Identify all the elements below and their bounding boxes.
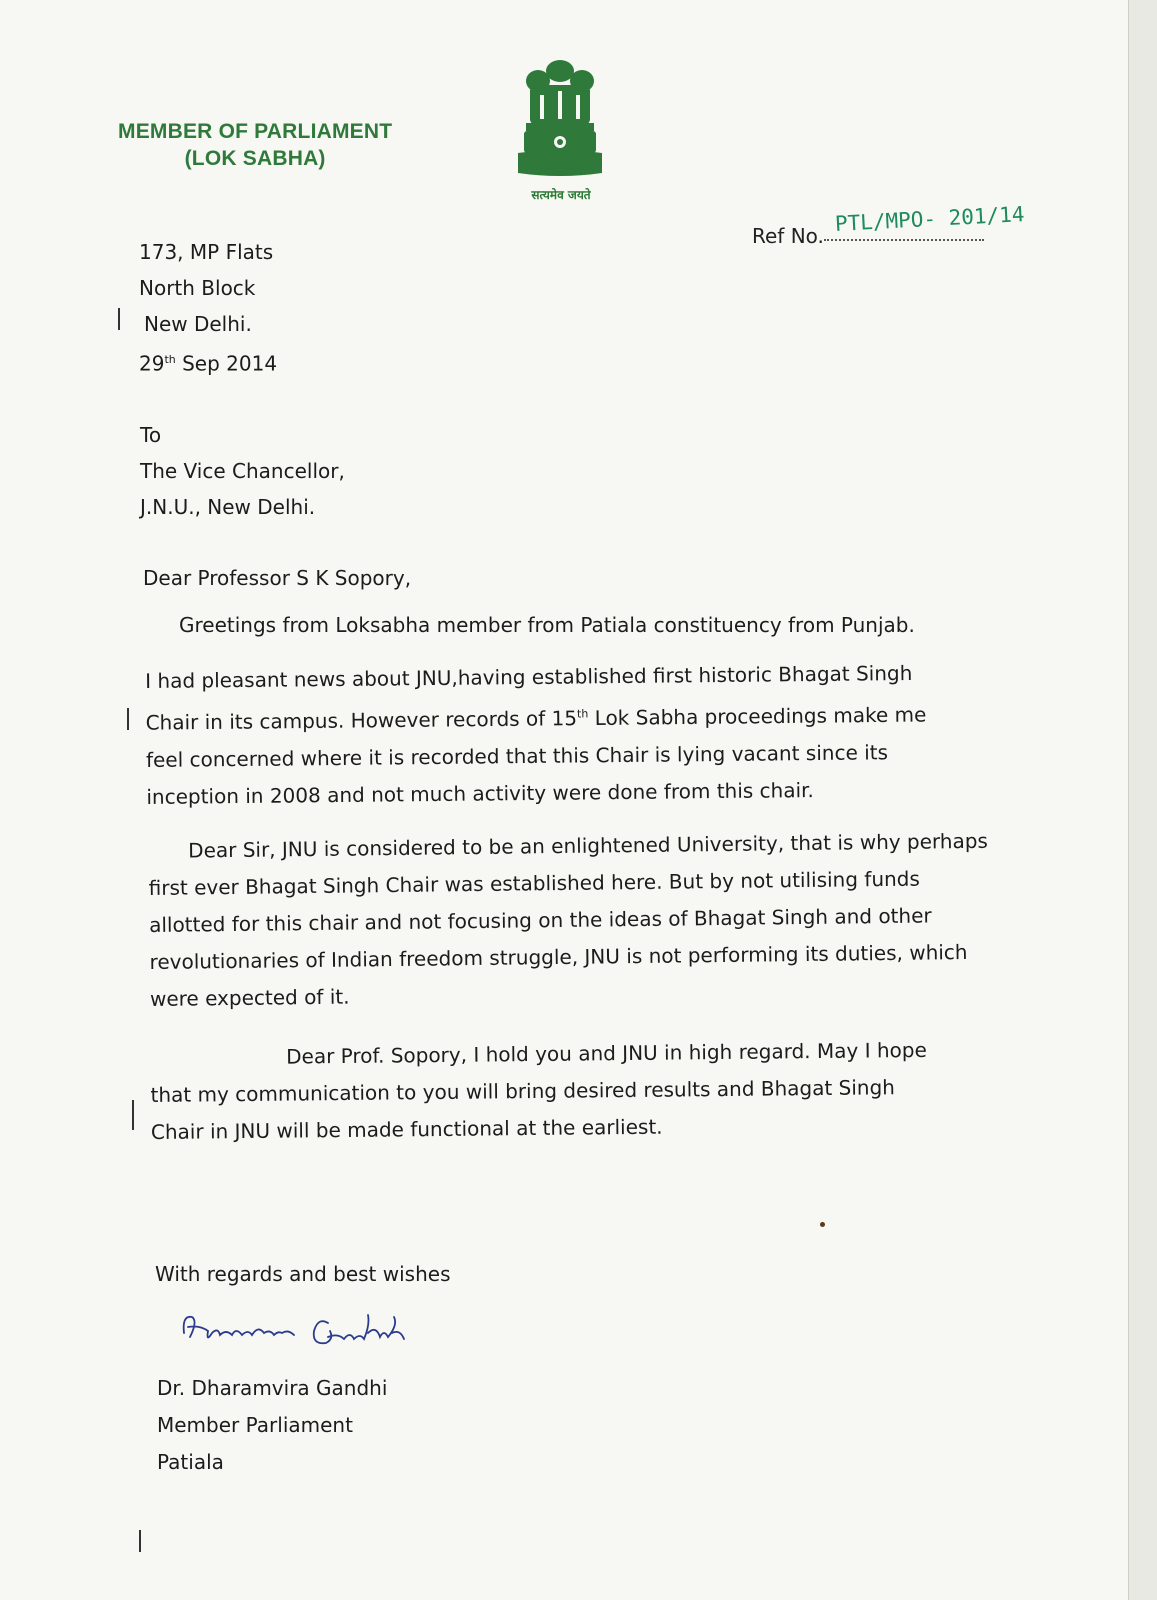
- emblem-motto: सत्यमेव जयते: [531, 188, 591, 202]
- address-line: 173, MP Flats: [139, 240, 274, 264]
- letter-date: 29th Sep 2014: [139, 351, 278, 376]
- handwritten-signature: [178, 1303, 478, 1363]
- body-paragraph: Dear Sir, JNU is considered to be an enlightened University, that is why perhaps first ever Bhagat Singh Chair was established here. But by not utilising funds allotted for this chair and not focusing on the ideas of Bhagat Singh and other revolutionaries of Indian freedom struggle, JNU is not performing its duties, which were expected of it.: [148, 828, 989, 1011]
- letterhead-title-line1: MEMBER OF PARLIAMENT: [118, 120, 393, 143]
- signer-block: [157, 1370, 387, 1481]
- recipient-line: J.N.U., New Delhi.: [140, 495, 316, 519]
- salutation: Dear Professor S K Sopory,: [143, 566, 412, 590]
- reference-number: PTL/MPO- 201/14: [834, 202, 1026, 236]
- signer-name: Dr. Dharamvira Gandhi: [157, 1376, 388, 1400]
- recipient-line: The Vice Chancellor,: [140, 459, 345, 483]
- scan-mark: [118, 308, 120, 330]
- closing-line: With regards and best wishes: [155, 1262, 451, 1286]
- sender-address: [139, 234, 277, 382]
- body-paragraph: I had pleasant news about JNU,having established first historic Bhagat Singh Chair in its campus. However records of 15th Lok Sabha proceedings make me feel concerned where it is recorded that this Chair is lying vacant since its inception in 2008 and not much activity were done from this chair.: [145, 660, 927, 809]
- letterhead-title-line2: (LOK SABHA): [184, 147, 326, 170]
- body-paragraph: Greetings from Loksabha member from Patiala constituency from Punjab.: [179, 613, 915, 637]
- scan-speck: [820, 1222, 825, 1227]
- recipient-line: To: [140, 423, 162, 447]
- scan-mark: [139, 1530, 141, 1552]
- signer-title: Member Parliament: [157, 1413, 353, 1437]
- national-emblem-icon: [510, 55, 610, 205]
- signer-place: Patiala: [157, 1450, 224, 1474]
- address-line: New Delhi.: [144, 312, 252, 336]
- page-edge: [1128, 0, 1157, 1600]
- scan-mark: [132, 1100, 134, 1130]
- reference-dotted-line: [824, 239, 984, 241]
- scan-mark: [127, 708, 129, 730]
- letterhead-title: [118, 118, 392, 172]
- reference-label: Ref No.: [752, 224, 824, 248]
- recipient-address: [140, 417, 345, 525]
- address-line: North Block: [139, 276, 256, 300]
- body-paragraph: Dear Prof. Sopory, I hold you and JNU in high regard. May I hope that my communication to you will bring desired results and Bhagat Singh Chair in JNU will be made functional at the earliest.: [150, 1037, 927, 1144]
